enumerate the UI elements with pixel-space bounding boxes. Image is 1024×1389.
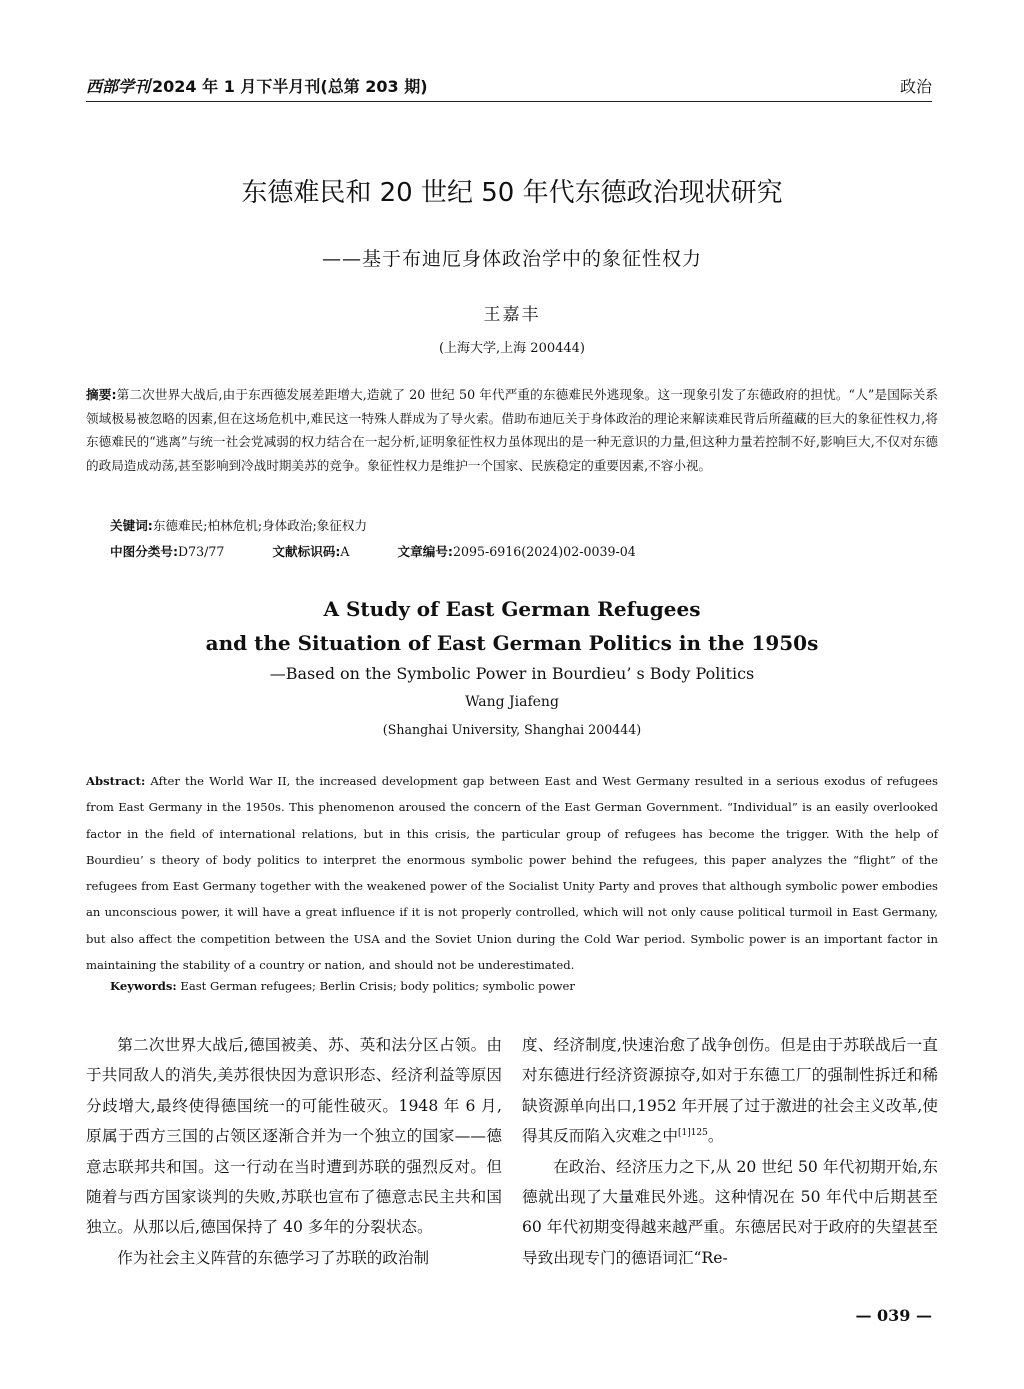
doc-label: 文献标识码: — [272, 544, 341, 559]
keywords-cn-label: 关键词: — [110, 518, 153, 533]
journal-info — [86, 74, 428, 97]
keywords-cn-text: 东德难民;柏林危机;身体政治;象征权力 — [152, 518, 368, 533]
doc-value: A — [340, 544, 350, 559]
author-en: Wang Jiafeng — [465, 694, 559, 710]
body-paragraph: 作为社会主义阵营的东德学习了苏联的政治制 — [117, 1248, 430, 1267]
doc-code — [272, 541, 349, 560]
title-en — [0, 592, 1024, 660]
title-cn: 东德难民和 20 世纪 50 年代东德政治现状研究 — [241, 178, 783, 208]
abstract-cn-label: 摘要: — [86, 387, 117, 402]
body-text: 度、经济制度,快速治愈了战争创伤。但是由于苏联战后一直对东德进行经济资源掠夺,如对于东德工厂的强制性拆迁和稀缺资源单向出口,1952 年开展了过于激进的社会主义改革,使得其反而陷入灾难之中 — [522, 1036, 938, 1146]
article-value: 2095-6916(2024)02-0039-04 — [452, 544, 636, 559]
running-header — [86, 70, 932, 102]
subtitle-cn: ——基于布迪厄身体政治学中的象征性权力 — [321, 248, 702, 270]
abstract-en-label: Abstract: — [86, 774, 146, 788]
abstract-cn-text: 第二次世界大战后,由于东西德发展差距增大,造就了 20 世纪 50 年代严重的东德难民外逃现象。这一现象引发了东德政府的担忧。“人”是国际关系领域极易被忽略的因素,但在这场危机中,难民这一特殊人群成为了导火索。借助布迪厄关于身体政治的理论来解读难民背后所蕴藏的巨大的象征性权力,将东德难民的“逃离”与统一社会党减弱的权力结合在一起分析,证明象征性权力虽体现出的是一种无意识的力量,但这种力量若控制不好,影响巨大,不仅对东德的政局造成动荡,甚至影响到冷战时期美苏的竞争。象征性权力是维护一个国家、民族稳定的重要因素,不容小视。 — [86, 387, 938, 473]
body-paragraph: 在政治、经济压力之下,从 20 世纪 50 年代初期开始,东德就出现了大量难民外逃。这种情况在 50 年代中后期甚至 60 年代初期变得越来越严重。东德居民对于政府的失望甚至导致出现专门的德语词汇“Re- — [522, 1157, 938, 1267]
keywords-en-label: Keywords: — [110, 979, 177, 993]
citation-ref: [1]125 — [677, 1128, 708, 1139]
author-cn: 王嘉丰 — [483, 305, 541, 325]
journal-brand: 西部学刊 — [86, 77, 151, 96]
issue-info: 2024 年 1 月下半月刊(总第 203 期) — [152, 77, 428, 96]
abstract-en-text: After the World War II, the increased development gap between East and West Germany resulted in a serious exodus of refugees from East Germany in the 1950s. This phenomenon aroused the concern of the East German Government. “Individual” is an easily overlooked factor in the field of international relations, but in this crisis, the particular group of refugees has become the trigger. With the help of Bourdieu’ s theory of body politics to interpret the enormous symbolic power behind the refugees, this paper analyzes the “flight” of the refugees from East Germany together with the weakened power of the Socialist Unity Party and proves that although symbolic power embodies an unconscious power, it will have a great influence if it is not properly controlled, which will not only cause political turmoil in East Germany, but also affect the competition between the USA and the Soviet Union during the Cold War period. Symbolic power is an important factor in maintaining the stability of a country or nation, and should not be underestimated. — [86, 774, 938, 973]
abstract-cn — [86, 383, 938, 477]
body-text-end: 。 — [707, 1127, 724, 1146]
title-en-line2: and the Situation of East German Politics in the 1950s — [205, 631, 819, 655]
affiliation-en: (Shanghai University, Shanghai 200444) — [382, 722, 642, 737]
keywords-cn — [110, 515, 367, 534]
affiliation-cn: (上海大学,上海 200444) — [438, 341, 586, 356]
article-label: 文章编号: — [397, 544, 453, 559]
subtitle-en: —Based on the Symbolic Power in Bourdieu’ s Body Politics — [269, 664, 755, 683]
abstract-en — [86, 768, 938, 978]
clc-value: D73/77 — [178, 544, 225, 559]
page-number: — 039 — — [855, 1306, 932, 1325]
keywords-en — [110, 979, 575, 993]
body-paragraph: 第二次世界大战后,德国被美、苏、英和法分区占领。由于共同敌人的消失,美苏很快因为意识形态、经济利益等原因分歧增大,最终使得德国统一的可能性破灭。1948 年 6 月,原属于西方三国的占领区逐渐合并为一个独立的国家——德意志联邦共和国。这一行动在当时遭到苏联的强烈反对。但随着与西方国家谈判的失败,苏联也宣布了德意志民主共和国独立。从那以后,德国保持了 40 多年的分裂状态。 — [86, 1036, 502, 1237]
clc-label: 中图分类号: — [110, 544, 179, 559]
article-number — [398, 541, 636, 560]
keywords-en-text: East German refugees; Berlin Crisis; body politics; symbolic power — [180, 979, 575, 993]
body-paragraph-continued — [522, 1030, 938, 1152]
section-label: 政治 — [899, 77, 932, 96]
body-column-left — [86, 1030, 502, 1273]
body-column-right — [522, 1030, 938, 1273]
title-en-line1: A Study of East German Refugees — [323, 597, 701, 621]
clc-code — [110, 541, 224, 560]
classification-line — [110, 541, 636, 560]
